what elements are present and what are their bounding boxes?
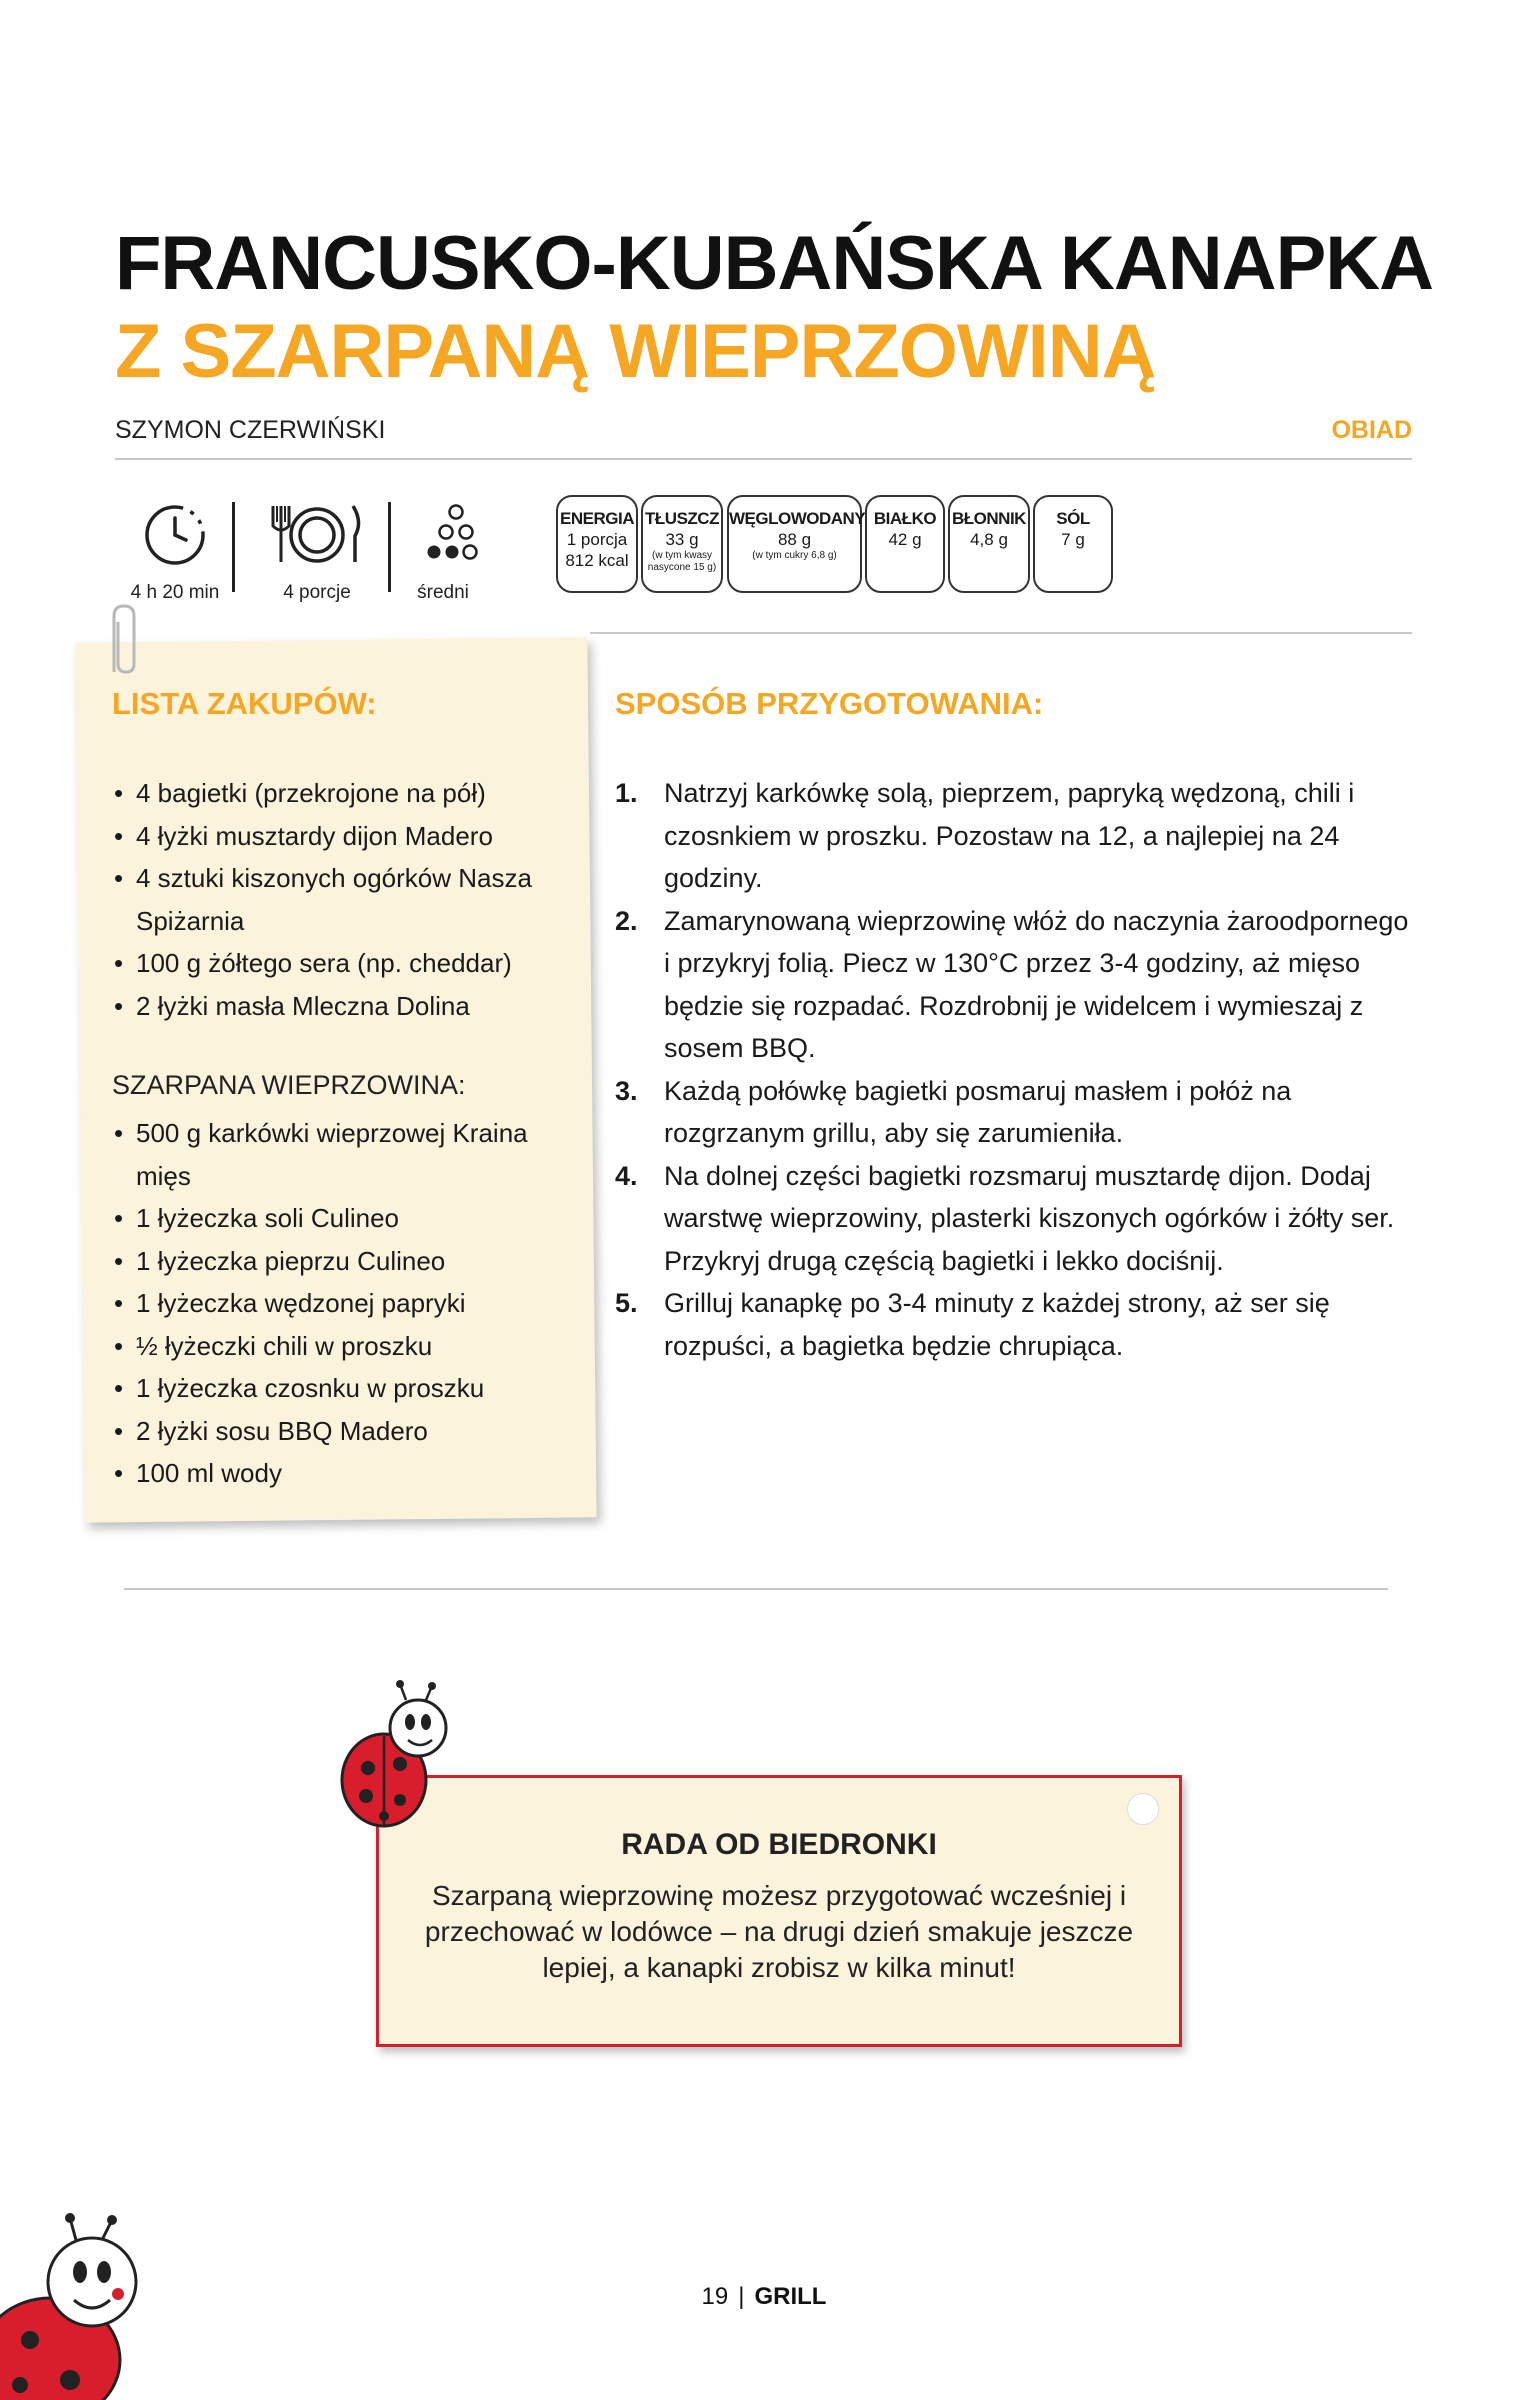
nutrition-head: BŁONNIK: [952, 509, 1026, 528]
step-number: 1.: [615, 778, 638, 808]
clock-icon: [140, 500, 210, 570]
step-item: [615, 1070, 1415, 1155]
nutrition-protein: [865, 495, 945, 593]
list-item: • 100 ml wody: [112, 1452, 572, 1495]
shopping-heading: LISTA ZAKUPÓW:: [112, 686, 377, 721]
tag-hole: [1127, 1793, 1159, 1825]
nutrition-carbs: [727, 495, 866, 593]
list-item: • 1 łyżeczka pieprzu Culineo: [112, 1240, 572, 1283]
method-steps: [615, 772, 1415, 1367]
tip-title: RADA OD BIEDRONKI: [621, 1828, 937, 1861]
nutrition-value: 4,8 g: [970, 530, 1008, 549]
nutrition-value: 1 porcja: [566, 530, 628, 549]
nutrition-value: 88 g: [777, 530, 812, 549]
step-item: [615, 772, 1415, 900]
nutrition-head: SÓL: [1056, 509, 1090, 528]
step-item: [615, 1155, 1415, 1283]
nutrition-fiber: [948, 495, 1030, 593]
divider: [124, 1588, 1388, 1590]
nutrition-value: 812 kcal: [565, 551, 629, 570]
recipe-title-line2: Z SZARPANĄ WIEPRZOWINĄ: [115, 309, 1156, 394]
tip-body: Szarpaną wieprzowinę możesz przygotować wcześniej i przechować w lodówce – na drugi dzień smakuje jeszcze lepiej, a kanapki zrobisz w kilka minut!: [424, 1880, 1134, 1983]
list-item: • 4 łyżki musztardy dijon Madero: [112, 815, 572, 858]
nutrition-note: (w tym kwasy nasycone 15 g): [647, 550, 717, 573]
list-item: • 100 g żółtego sera (np. cheddar): [112, 942, 572, 985]
step-item: [615, 1282, 1415, 1367]
meta-separator: [232, 502, 235, 592]
list-item: • 2 łyżki masła Mleczna Dolina: [112, 985, 572, 1028]
step-item: [615, 900, 1415, 1070]
paperclip-icon: [106, 602, 142, 678]
nutrition-energy: [556, 495, 638, 593]
list-item: • 1 łyżeczka wędzonej papryki: [112, 1282, 572, 1325]
step-text: Grilluj kanapkę po 3-4 minuty z każdej strony, aż ser się rozpuści, a bagietka będzie chrupiąca.: [664, 1288, 1330, 1361]
plate-cutlery-icon: [267, 500, 367, 570]
list-item: • 500 g karkówki wieprzowej Kraina mięs: [112, 1112, 572, 1197]
nutrition-value: 42 g: [888, 530, 922, 549]
divider: [115, 458, 1412, 460]
footer-separator: |: [738, 2283, 745, 2310]
nutrition-salt: [1033, 495, 1113, 593]
list-item: • 1 łyżeczka czosnku w proszku: [112, 1367, 572, 1410]
list-item: • 4 sztuki kiszonych ogórków Nasza Spiżarnia: [112, 857, 572, 942]
nutrition-value: 33 g: [665, 530, 699, 549]
list-item: • ½ łyżeczki chili w proszku: [112, 1325, 572, 1368]
nutrition-head: TŁUSZCZ: [645, 509, 719, 528]
tip-card: [376, 1775, 1182, 2047]
list-item: • 1 łyżeczka soli Culineo: [112, 1197, 572, 1240]
step-text: Natrzyj karkówkę solą, pieprzem, papryką wędzoną, chili i czosnkiem w proszku. Pozostaw na 12, a najlepiej na 24 godziny.: [664, 778, 1355, 893]
meta-difficulty: [378, 500, 508, 604]
list-item: • 4 bagietki (przekrojone na pół): [112, 772, 572, 815]
step-number: 5.: [615, 1288, 638, 1318]
meta-time: [110, 500, 240, 604]
nutrition-value: 7 g: [1061, 530, 1085, 549]
ingredient-list: [112, 1112, 572, 1495]
step-text: Każdą połówkę bagietki posmaruj masłem i połóż na rozgrzanym grillu, aby się zarumieniła.: [664, 1075, 1292, 1148]
step-number: 2.: [615, 905, 638, 936]
shopping-subheading: SZARPANA WIEPRZOWINA:: [112, 1070, 466, 1100]
difficulty-label: średni: [417, 582, 469, 603]
step-text: Na dolnej części bagietki rozsmaruj musztardę dijon. Dodaj warstwę wieprzowiny, plasterki kiszonych ogórków i żółty ser. Przykryj drugą częścią bagietki i lekko dociśnij.: [664, 1160, 1395, 1276]
nutrition-head: BIAŁKO: [873, 509, 937, 528]
step-number: 4.: [615, 1160, 638, 1191]
recipe-title-line1: FRANCUSKO-KUBAŃSKA KANAPKA: [115, 221, 1434, 306]
nutrition-note: (w tym cukry 6,8 g): [752, 550, 837, 561]
footer-section: GRILL: [754, 2283, 827, 2310]
time-label: 4 h 20 min: [130, 582, 220, 603]
meta-servings: [252, 500, 382, 604]
difficulty-dots-icon: [408, 500, 478, 570]
list-item: • 2 łyżki sosu BBQ Madero: [112, 1410, 572, 1453]
step-number: 3.: [615, 1075, 638, 1106]
step-text: Zamarynowaną wieprzowinę włóż do naczynia żaroodpornego i przykryj folią. Piecz w 130°C przez 3-4 godziny, aż mięso będzie się rozpadać. Rozdrobnij je widelcem i wymieszaj z sosem BBQ.: [664, 905, 1409, 1063]
method-heading: SPOSÓB PRZYGOTOWANIA:: [615, 686, 1044, 721]
page-footer: [0, 2283, 1528, 2311]
nutrition-head: WĘGLOWODANY: [729, 509, 866, 528]
divider: [590, 632, 1412, 634]
author-name: SZYMON CZERWIŃSKI: [115, 416, 386, 444]
nutrition-head: ENERGIA: [560, 509, 634, 528]
nutrition-fat: [641, 495, 723, 593]
servings-label: 4 porcje: [283, 582, 351, 603]
ladybug-mascot-icon: [340, 1680, 460, 1840]
page-number: 19: [701, 2283, 729, 2310]
ingredient-list: [112, 772, 572, 1027]
category-label: OBIAD: [1331, 416, 1412, 444]
